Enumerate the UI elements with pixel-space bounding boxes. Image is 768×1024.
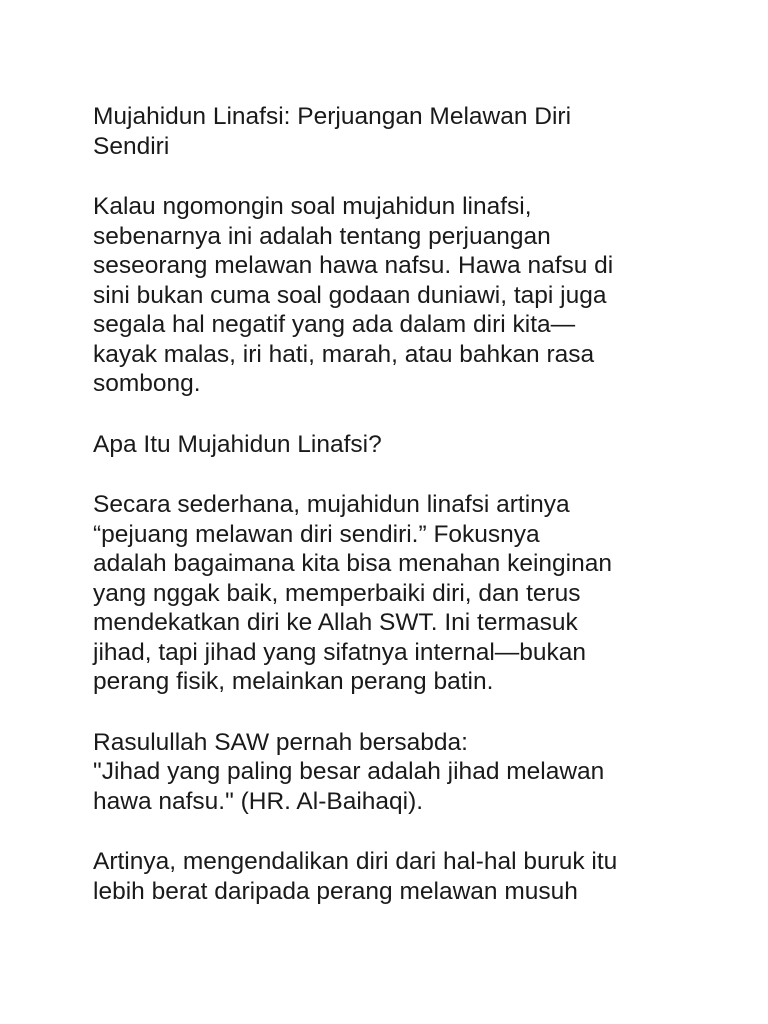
hadith-paragraph [93, 728, 708, 817]
title-line: Mujahidun Linafsi: Perjuangan Melawan Diri [93, 103, 572, 130]
definition-line: jihad, tapi jihad yang sifatnya internal—bukan [93, 638, 587, 666]
section-heading [93, 430, 708, 460]
definition-line: adalah bagaimana kita bisa menahan keinginan [93, 550, 612, 577]
hadith-line: "Jihad yang paling besar adalah jihad melawan [93, 758, 605, 785]
intro-line: kayak malas, iri hati, marah, atau bahkan rasa [93, 340, 595, 368]
hadith-line: hawa nafsu." (HR. Al-Baihaqi). [93, 787, 424, 815]
definition-line: Secara sederhana, mujahidun linafsi artinya [93, 491, 570, 518]
definition-line: yang nggak baik, memperbaiki diri, dan terus [93, 579, 581, 607]
hadith-line: Rasulullah SAW pernah bersabda: [93, 728, 468, 756]
intro-line: sini bukan cuma soal godaan duniawi, tapi juga [93, 281, 607, 309]
intro-line: seseorang melawan hawa nafsu. Hawa nafsu di [93, 252, 614, 279]
definition-line: “pejuang melawan diri sendiri.” Fokusnya [93, 520, 540, 548]
intro-line: sebenarnya ini adalah tentang perjuangan [93, 222, 551, 250]
definition-line: perang fisik, melainkan perang batin. [93, 668, 494, 695]
title-line: Sendiri [93, 132, 170, 160]
intro-paragraph [93, 192, 708, 399]
definition-line: mendekatkan diri ke Allah SWT. Ini termasuk [93, 609, 578, 636]
closing-paragraph [93, 847, 708, 906]
definition-paragraph [93, 490, 708, 697]
intro-line: sombong. [93, 370, 201, 397]
intro-line: segala hal negatif yang ada dalam diri kita— [93, 311, 576, 338]
heading-line: Apa Itu Mujahidun Linafsi? [93, 430, 382, 458]
document-title [93, 102, 708, 161]
closing-line: lebih berat daripada perang melawan musuh [93, 877, 578, 905]
intro-line: Kalau ngomongin soal mujahidun linafsi, [93, 193, 532, 220]
closing-line: Artinya, mengendalikan diri dari hal-hal buruk itu [93, 848, 618, 875]
